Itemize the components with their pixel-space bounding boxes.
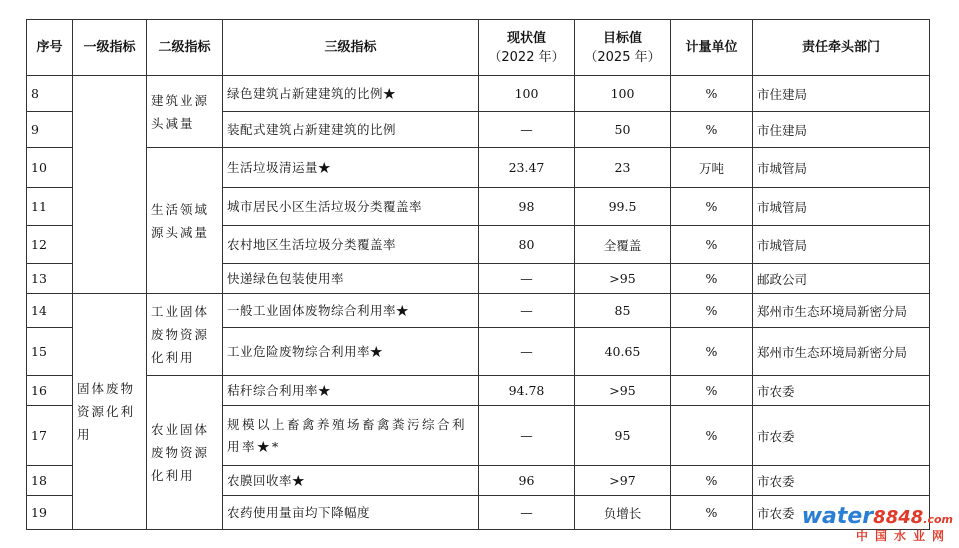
header-row [27, 20, 930, 76]
cell-seq: 16 [27, 376, 73, 406]
cell-dept: 市住建局 [753, 76, 930, 112]
header-level2: 二级指标 [147, 20, 223, 76]
cell-seq: 10 [27, 148, 73, 188]
cell-target: 95 [575, 406, 671, 466]
table-row [27, 294, 930, 328]
cell-target: >95 [575, 264, 671, 294]
cell-level1-empty [73, 76, 147, 294]
cell-seq: 11 [27, 188, 73, 226]
indicator-table [26, 19, 930, 530]
cell-current: 96 [479, 466, 575, 496]
cell-indicator: 装配式建筑占新建建筑的比例 [223, 112, 479, 148]
cell-seq: 9 [27, 112, 73, 148]
cell-level2-living: 生活领域源头减量 [147, 148, 223, 294]
cell-target: 23 [575, 148, 671, 188]
cell-dept: 郑州市生态环境局新密分局 [753, 328, 930, 376]
cell-current: — [479, 112, 575, 148]
cell-unit: % [671, 76, 753, 112]
cell-target: 85 [575, 294, 671, 328]
cell-seq: 14 [27, 294, 73, 328]
cell-current: 80 [479, 226, 575, 264]
cell-dept: 市城管局 [753, 148, 930, 188]
cell-current: — [479, 328, 575, 376]
table-row [27, 148, 930, 188]
header-current-line1: 现状值 [506, 30, 546, 46]
cell-target: 50 [575, 112, 671, 148]
watermark-logo [801, 504, 953, 544]
cell-dept: 市农委 [753, 496, 930, 530]
header-unit: 计量单位 [671, 20, 753, 76]
table-row [27, 376, 930, 406]
cell-dept: 市农委 [753, 406, 930, 466]
cell-current: — [479, 294, 575, 328]
cell-target: 99.5 [575, 188, 671, 226]
cell-unit: % [671, 466, 753, 496]
header-target-line2: （2025 年） [584, 49, 661, 65]
table-row [27, 76, 930, 112]
cell-unit: % [671, 376, 753, 406]
watermark-brand-suffix: .com [923, 513, 953, 526]
header-level1: 一级指标 [73, 20, 147, 76]
cell-unit: % [671, 112, 753, 148]
cell-dept: 市农委 [753, 466, 930, 496]
header-current-line2: （2022 年） [488, 49, 565, 65]
watermark-brand [802, 504, 953, 529]
cell-seq: 17 [27, 406, 73, 466]
cell-dept: 市住建局 [753, 112, 930, 148]
cell-unit: % [671, 226, 753, 264]
cell-current: 98 [479, 188, 575, 226]
header-current [479, 20, 575, 76]
cell-seq: 15 [27, 328, 73, 376]
cell-target: >95 [575, 376, 671, 406]
cell-seq: 12 [27, 226, 73, 264]
cell-unit: % [671, 496, 753, 530]
cell-indicator: 一般工业固体废物综合利用率★ [223, 294, 479, 328]
cell-seq: 13 [27, 264, 73, 294]
cell-indicator: 规模以上畜禽养殖场畜禽粪污综合利用率★* [223, 406, 479, 466]
cell-current: 100 [479, 76, 575, 112]
cell-indicator: 农村地区生活垃圾分类覆盖率 [223, 226, 479, 264]
cell-unit: % [671, 294, 753, 328]
header-level3: 三级指标 [223, 20, 479, 76]
cell-dept: 邮政公司 [753, 264, 930, 294]
cell-level2-industrial: 工业固体废物资源化利用 [147, 294, 223, 376]
cell-dept: 市城管局 [753, 188, 930, 226]
header-target [575, 20, 671, 76]
cell-level2-construction: 建筑业源头减量 [147, 76, 223, 148]
cell-current: — [479, 406, 575, 466]
cell-target: 100 [575, 76, 671, 112]
header-dept: 责任牵头部门 [753, 20, 930, 76]
cell-dept: 市城管局 [753, 226, 930, 264]
cell-dept: 郑州市生态环境局新密分局 [753, 294, 930, 328]
cell-level1-solid-waste: 固体废物资源化利用 [73, 294, 147, 530]
cell-target: 40.65 [575, 328, 671, 376]
watermark-subtitle: 中国水业网 [855, 529, 951, 543]
cell-target: 负增长 [575, 496, 671, 530]
cell-indicator: 农膜回收率★ [223, 466, 479, 496]
cell-indicator: 秸秆综合利用率★ [223, 376, 479, 406]
cell-unit: % [671, 328, 753, 376]
watermark-brand-word: water [801, 504, 874, 529]
cell-current: — [479, 264, 575, 294]
cell-unit: 万吨 [671, 148, 753, 188]
header-seq: 序号 [27, 20, 73, 76]
cell-indicator: 快递绿色包装使用率 [223, 264, 479, 294]
watermark-brand-number: 8848 [873, 507, 924, 528]
header-target-line1: 目标值 [602, 30, 642, 46]
cell-seq: 8 [27, 76, 73, 112]
cell-current: — [479, 496, 575, 530]
cell-indicator: 生活垃圾清运量★ [223, 148, 479, 188]
cell-level2-agricultural: 农业固体废物资源化利用 [147, 376, 223, 530]
cell-indicator: 工业危险废物综合利用率★ [223, 328, 479, 376]
cell-indicator: 绿色建筑占新建建筑的比例★ [223, 76, 479, 112]
cell-seq: 19 [27, 496, 73, 530]
cell-unit: % [671, 188, 753, 226]
cell-unit: % [671, 406, 753, 466]
cell-dept: 市农委 [753, 376, 930, 406]
cell-indicator: 城市居民小区生活垃圾分类覆盖率 [223, 188, 479, 226]
cell-target: 全覆盖 [575, 226, 671, 264]
cell-current: 23.47 [479, 148, 575, 188]
cell-unit: % [671, 264, 753, 294]
cell-target: >97 [575, 466, 671, 496]
cell-seq: 18 [27, 466, 73, 496]
cell-indicator: 农药使用量亩均下降幅度 [223, 496, 479, 530]
cell-current: 94.78 [479, 376, 575, 406]
